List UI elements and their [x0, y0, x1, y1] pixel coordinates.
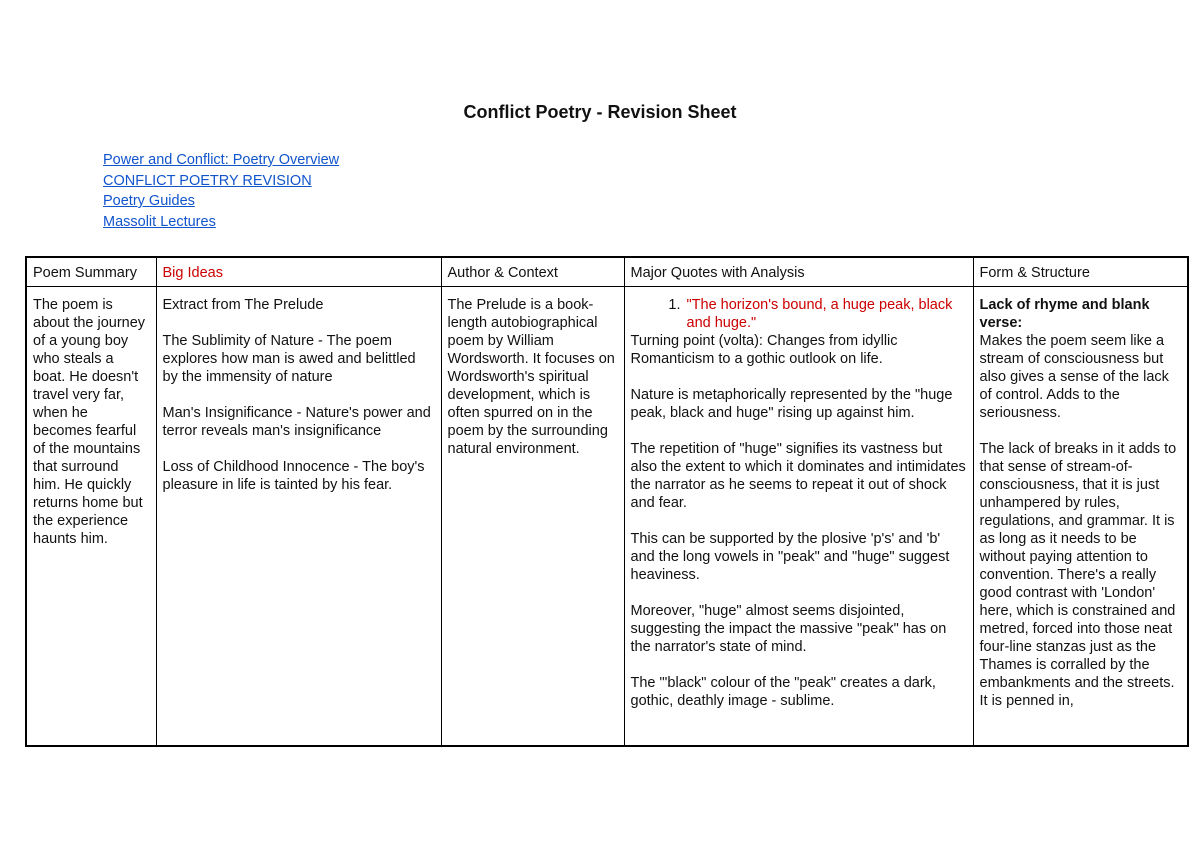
cell-author-context [441, 287, 624, 747]
quote-analysis: The "'black" colour of the "peak" creates a dark, gothic, deathly image - sublime. [630, 675, 936, 709]
quote-text: "The horizon's bound, a huge peak, black and huge." [686, 297, 953, 331]
resource-links [103, 150, 339, 232]
header-form-structure: Form & Structure [973, 257, 1188, 287]
quote-analysis: Moreover, "huge" almost seems disjointed, suggesting the impact the massive "peak" has on the narrator's state of mind. [630, 603, 947, 655]
cell-poem-summary [26, 287, 156, 747]
revision-table [25, 256, 1189, 747]
link-poetry-overview[interactable]: Power and Conflict: Poetry Overview [103, 152, 340, 168]
cell-form-structure [973, 287, 1188, 747]
link-poetry-guides[interactable]: Poetry Guides [103, 193, 195, 209]
cell-major-quotes [624, 287, 973, 747]
quote-analysis: Nature is metaphorically represented by the "huge peak, black and huge" rising up against him. [630, 387, 953, 421]
summary-text: The poem is about the journey of a young boy who steals a boat. He doesn't travel very far, when he becomes fearful of the mountains that surround him. He quickly returns home but the experience haunts him. [33, 297, 146, 547]
quote-number: 1. [668, 297, 681, 313]
form-heading: Lack of rhyme and blank verse: [979, 297, 1150, 331]
page-title: Conflict Poetry - Revision Sheet [463, 102, 737, 122]
link-conflict-poetry-revision[interactable]: CONFLICT POETRY REVISION [103, 172, 312, 189]
form-paragraph: Makes the poem seem like a stream of consciousness but also gives a sense of the lack of control. Adds to the seriousness. [979, 333, 1169, 421]
context-text: The Prelude is a book-length autobiographical poem by William Wordsworth. It focuses on Wordsworth's spiritual development, which is often spurred on in the poem by the surrounding natural environment. [447, 297, 615, 457]
quote-analysis: This can be supported by the plosive 'p's' and 'b' and the long vowels in "peak" and "huge" suggest heaviness. [630, 531, 950, 583]
table-row [26, 287, 1188, 747]
header-big-ideas: Big Ideas [156, 257, 441, 287]
big-idea-item: Man's Insignificance - Nature's power and terror reveals man's insignificance [162, 405, 431, 439]
table-header-row [26, 257, 1188, 287]
link-massolit-lectures[interactable]: Massolit Lectures [103, 213, 216, 230]
big-idea-item: Loss of Childhood Innocence - The boy's pleasure in life is tainted by his fear. [162, 459, 425, 493]
big-idea-item: The Sublimity of Nature - The poem explores how man is awed and belittled by the immensity of nature [162, 333, 416, 385]
form-paragraph: The lack of breaks in it adds to that sense of stream-of-consciousness, that it is just unhampered by rules, regulations, and grammar. It is as long as it needs to be without paying attention to convention. There's a really good contrast with 'London' here, which is constrained and metred, forced into those neat four-line stanzas just as the Thames is corralled by the embankments and the streets. It is penned in, [979, 441, 1177, 709]
header-major-quotes: Major Quotes with Analysis [624, 257, 973, 287]
cell-big-ideas [156, 287, 441, 747]
quote-list-item [631, 296, 967, 332]
header-poem-summary: Poem Summary [26, 257, 156, 287]
quote-analysis: The repetition of "huge" signifies its vastness but also the extent to which it dominates and intimidates the narrator as he seems to repeat it out of shock and fear. [630, 441, 966, 511]
quote-analysis: Turning point (volta): Changes from idyllic Romanticism to a gothic outlook on life. [630, 333, 898, 367]
big-idea-item: Extract from The Prelude [162, 297, 324, 313]
header-author-context: Author & Context [441, 257, 624, 287]
